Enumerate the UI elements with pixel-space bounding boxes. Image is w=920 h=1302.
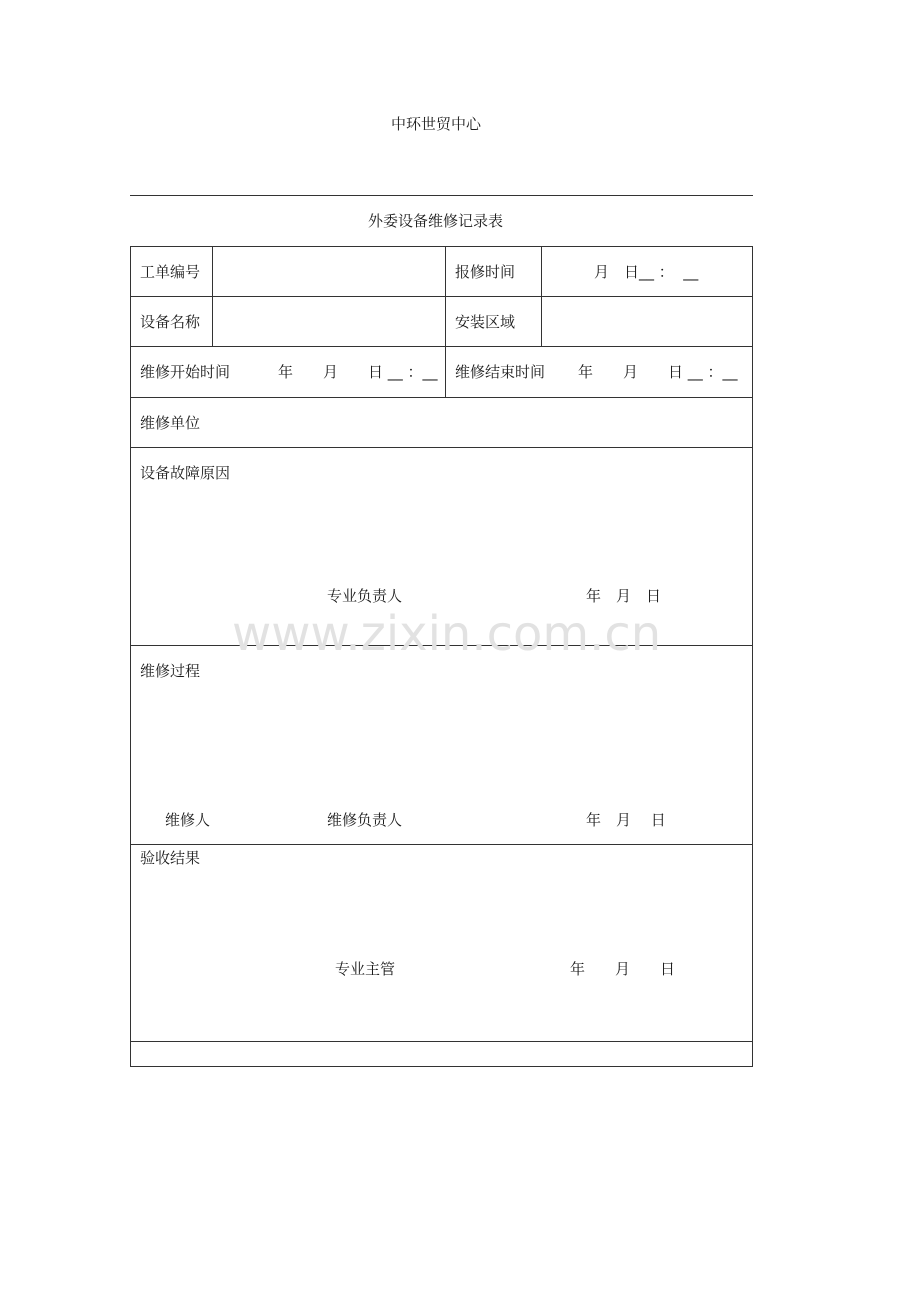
form-title: 外委设备维修记录表: [368, 212, 504, 230]
acceptance-signer: 专业主管: [335, 960, 396, 978]
report-time-field[interactable]: 月 日__ ： __: [594, 263, 699, 281]
work-order-no-field[interactable]: [214, 248, 443, 294]
repair-end-label: 维修结束时间: [455, 363, 546, 381]
repair-process-date: 年 月 日: [586, 811, 666, 829]
fault-cause-signer: 专业负责人: [327, 587, 403, 605]
row-divider: [130, 1041, 753, 1042]
fault-cause-label: 设备故障原因: [140, 464, 231, 482]
repair-process-signer: 维修负责人: [327, 811, 403, 829]
col-divider: [541, 246, 542, 347]
watermark: www.zixin.com.cn: [232, 606, 662, 662]
repair-unit-field[interactable]: [240, 399, 750, 445]
table-border-bottom: [130, 1066, 753, 1067]
fault-cause-date: 年 月 日: [586, 587, 662, 605]
title-separator: [130, 195, 753, 196]
repair-end-field[interactable]: 年 月 日 __ ：__: [578, 363, 738, 381]
repair-start-field[interactable]: 年 月 日 __ ：__: [278, 363, 438, 381]
row-divider: [130, 397, 753, 398]
acceptance-field[interactable]: [132, 876, 750, 952]
equipment-name-field[interactable]: [214, 298, 443, 344]
remarks-row[interactable]: [132, 1043, 750, 1065]
row-divider: [130, 296, 753, 297]
table-border-top: [130, 246, 753, 247]
report-time-label: 报修时间: [455, 263, 516, 281]
repair-process-field[interactable]: [132, 690, 750, 800]
col-divider: [445, 246, 446, 397]
table-border-left: [130, 246, 131, 1067]
row-divider: [130, 346, 753, 347]
table-border-right: [752, 246, 753, 1067]
install-area-label: 安装区域: [455, 313, 516, 331]
acceptance-label: 验收结果: [140, 849, 201, 867]
repair-process-label: 维修过程: [140, 662, 201, 680]
equipment-name-label: 设备名称: [140, 313, 201, 331]
row-divider: [130, 447, 753, 448]
work-order-no-label: 工单编号: [140, 263, 201, 281]
repair-start-label: 维修开始时间: [140, 363, 231, 381]
fault-cause-field[interactable]: [132, 490, 750, 580]
repair-unit-label: 维修单位: [140, 414, 201, 432]
install-area-field[interactable]: [543, 298, 750, 344]
col-divider: [212, 246, 213, 347]
organization-name: 中环世贸中心: [391, 115, 482, 133]
acceptance-date: 年 月 日: [570, 960, 676, 978]
repairer-label: 维修人: [165, 811, 211, 829]
row-divider: [130, 844, 753, 845]
